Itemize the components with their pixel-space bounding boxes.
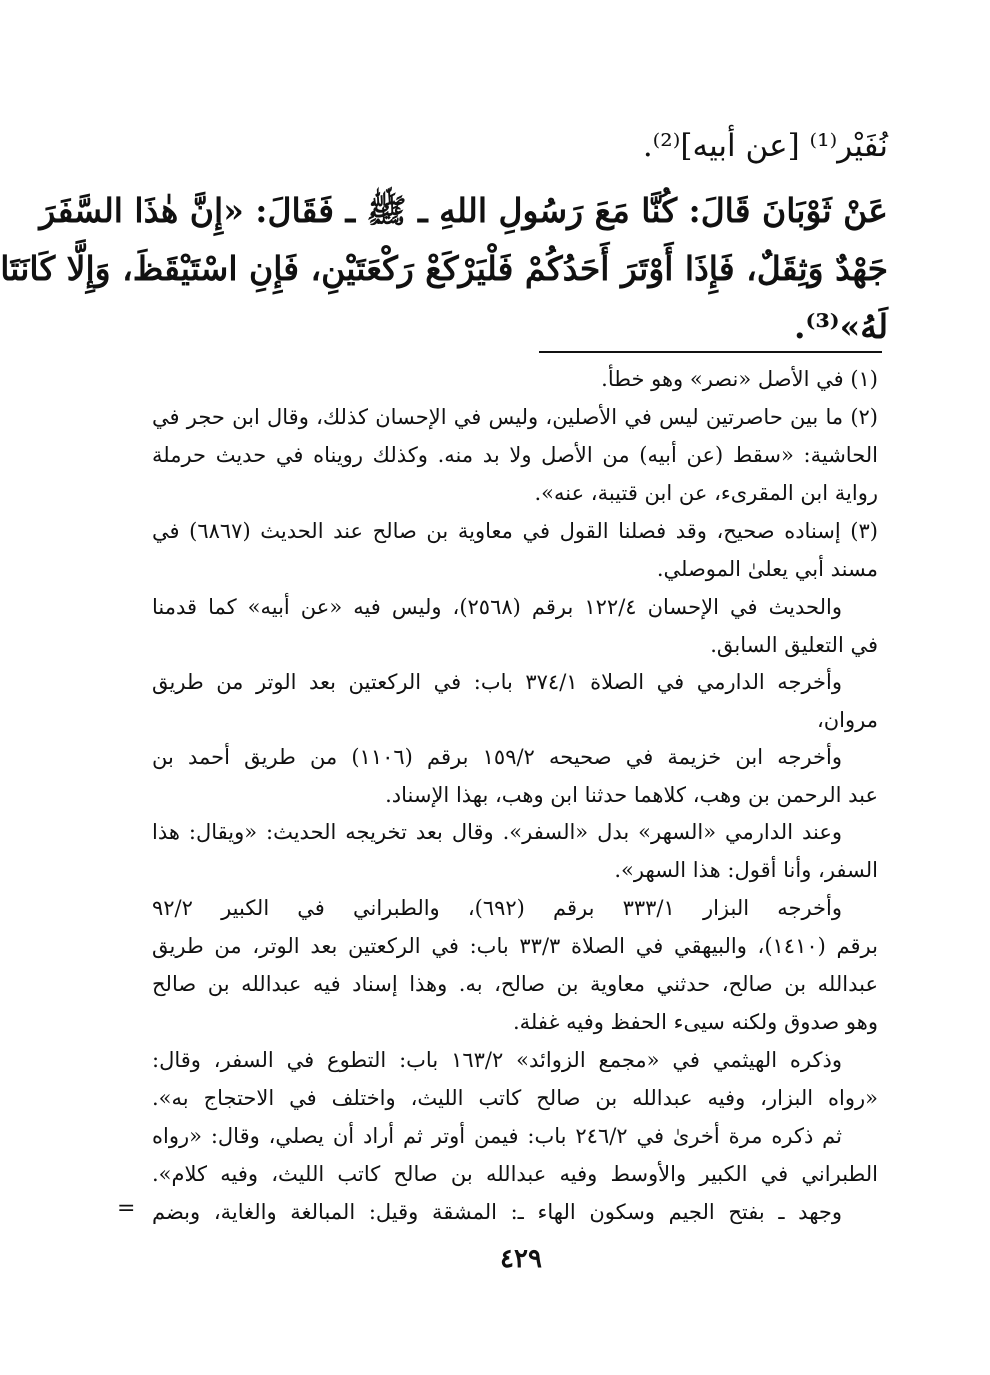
footnote-line: الحاشية: «سقط (عن أبيه) من الأصل ولا بد منه. وكذلك رويناه في حديث حرملة bbox=[152, 443, 878, 467]
footnote-line: عبدالله بن صالح، حدثني معاوية بن صالح، به. وهذا إسناد فيه عبدالله بن صالح bbox=[152, 972, 878, 996]
footnote-line: السفر، وأنا أقول: هذا السهر». bbox=[614, 858, 878, 882]
footnote-line: وهو صدوق ولكنه سيىء الحفظ وفيه غفلة. bbox=[512, 1010, 878, 1034]
footnote-line: عبد الرحمن بن وهب، كلاهما حدثنا ابن وهب، بهذا الإسناد. bbox=[385, 783, 878, 807]
footnote-line: وجهد ـ بفتح الجيم وسكون الهاء ـ: المشقة وقيل: المبالغة والغاية، وبضم bbox=[152, 1200, 842, 1224]
footnote-divider bbox=[539, 351, 882, 353]
footnote-line: وعند الدارمي «السهر» بدل «السفر». وقال بعد تخريجه الحديث: «ويقال: هذا bbox=[152, 820, 842, 844]
footnote-line: وأخرجه البزار ٣٣٣/١ برقم (٦٩٢)، والطبراني في الكبير ٩٢/٢ bbox=[152, 896, 842, 920]
footnote-line: برقم (١٤١٠)، والبيهقي في الصلاة ٣٣/٣ باب: في الركعتين بعد الوتر، من طريق bbox=[152, 934, 878, 958]
footnote-line: رواية ابن المقرىء، عن ابن قتيبة، عنه». bbox=[534, 481, 878, 505]
hadith-line-1: عَنْ ثَوْبَانَ قَالَ: كُنَّا مَعَ رَسُولِ اللهِ ـ ﷺ ـ فَقَالَ: «إِنَّ هٰذَا السَّفَرَ bbox=[39, 191, 888, 230]
hadith-line-3: لَهُ»⁽³⁾. bbox=[794, 307, 888, 346]
header-line: نُفَيْر⁽¹⁾ [عن أبيه]⁽²⁾. bbox=[642, 128, 888, 164]
footnote-line: والحديث في الإحسان ١٢٢/٤ برقم (٢٥٦٨)، وليس فيه «عن أبيه» كما قدمنا bbox=[152, 595, 842, 619]
footnote-line: وأخرجه ابن خزيمة في صحيحه ١٥٩/٢ برقم (١١٠٦) من طريق أحمد بن bbox=[152, 745, 842, 769]
footnote-line: ثم ذكره مرة أخرىٰ في ٢٤٦/٢ باب: فيمن أوتر ثم أراد أن يصلي، وقال: «رواه bbox=[152, 1124, 843, 1148]
footnote-line: مروان، bbox=[816, 708, 878, 732]
footnote-line: «رواه البزار، وفيه عبدالله بن صالح كاتب الليث، واختلف في الاحتجاج به». bbox=[152, 1086, 878, 1110]
footnote-line: وأخرجه الدارمي في الصلاة ٣٧٤/١ باب: في الركعتين بعد الوتر من طريق bbox=[152, 670, 842, 694]
footnote-line: (٣) إسناده صحيح، وقد فصلنا القول في معاوية بن صالح عند الحديث (٦٨٦٧) في bbox=[152, 519, 878, 543]
footnote-line: (١) في الأصل «نصر» وهو خطأ. bbox=[601, 367, 878, 391]
footnote-line: (٢) ما بين حاصرتين ليس في الأصلين، وليس في الإحسان كذلك، وقال ابن حجر في bbox=[152, 405, 878, 429]
page-number: ٤٢٩ bbox=[500, 1244, 542, 1274]
footnote-line: الطبراني في الكبير والأوسط وفيه عبدالله بن صالح كاتب الليث، وفيه كلام». bbox=[152, 1162, 878, 1186]
footnote-line: في التعليق السابق. bbox=[710, 633, 878, 657]
footnote-line: مسند أبي يعلىٰ الموصلي. bbox=[656, 557, 878, 581]
footnote-line: وذكره الهيثمي في «مجمع الزوائد» ١٦٣/٢ باب: التطوع في السفر، وقال: bbox=[152, 1048, 842, 1072]
hadith-line-2: جَهْدٌ وَثِقَلٌ، فَإِذَا أَوْتَرَ أَحَدُكُمْ فَلْيَرْكَعْ رَكْعَتَيْنِ، فَإِنِ اسْتَيْقَظَ، وَإِلَّا كَانَتَا bbox=[0, 249, 888, 288]
continuation-mark: = bbox=[117, 1196, 136, 1221]
